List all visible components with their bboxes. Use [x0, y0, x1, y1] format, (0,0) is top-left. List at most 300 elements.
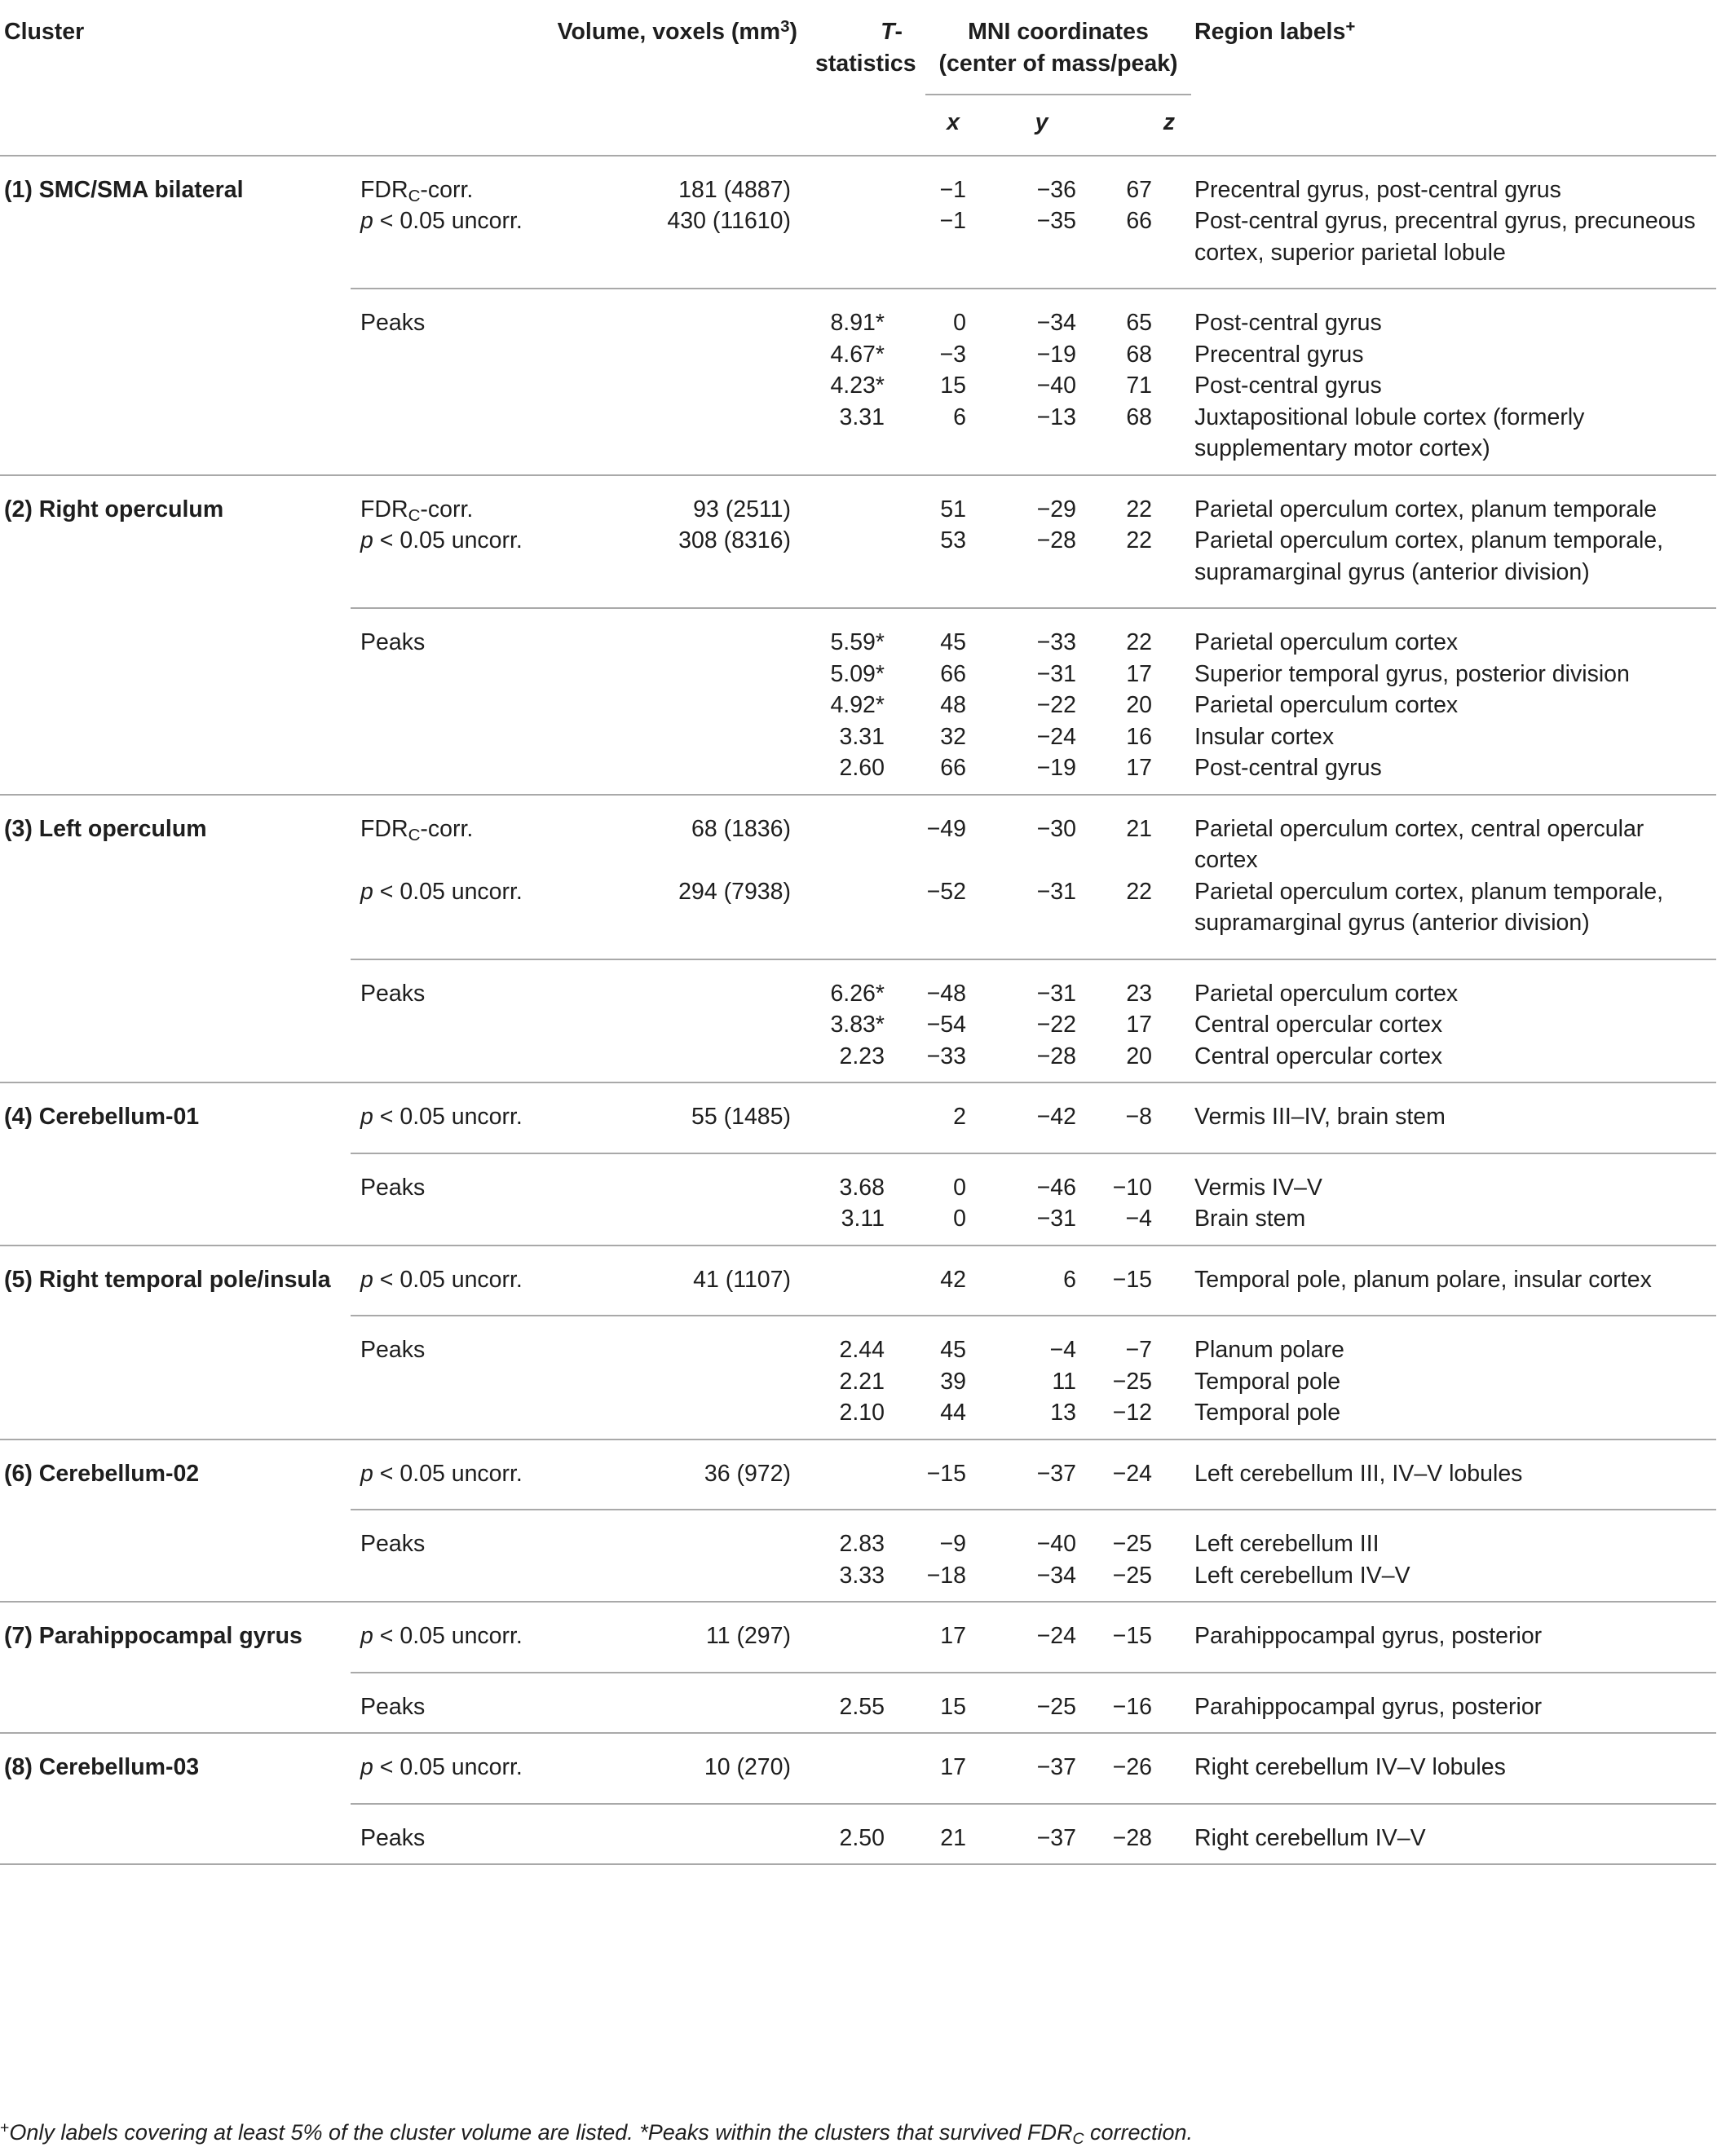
table-row [0, 1602, 1716, 1673]
header-t-statistics: T-statistics [815, 19, 916, 77]
mni-x: −9 [925, 1510, 974, 1560]
mni-z: 16 [1126, 723, 1153, 750]
mni-y: −28 [1036, 1043, 1076, 1069]
region-label: Left cerebellum III, IV–V lobules [1194, 1440, 1716, 1510]
table-row [0, 339, 1716, 371]
t-statistic [815, 205, 925, 289]
cluster-name [0, 1203, 351, 1246]
mni-z: 23 [1084, 959, 1194, 1010]
mni-y: −31 [1036, 660, 1076, 687]
table-row [0, 795, 1716, 876]
label-peaks [351, 339, 542, 371]
table-row [0, 1203, 1716, 1246]
label-uncorrected: p < 0.05 uncorr. [360, 208, 523, 234]
label-peaks [351, 690, 542, 721]
label-peaks [351, 402, 542, 475]
label-peaks: Peaks [351, 608, 542, 659]
region-label: Juxtapositional lobule cortex (formerly supplementary motor cortex) [1194, 403, 1585, 461]
cluster-volume [542, 402, 815, 475]
region-label: Parietal operculum cortex [1194, 692, 1459, 718]
mni-z: 22 [1084, 475, 1194, 526]
label-peaks [351, 1009, 542, 1041]
cluster-name: (1) SMC/SMA bilateral [4, 176, 244, 203]
cluster-volume: 36 (972) [542, 1440, 815, 1510]
mni-x: 66 [940, 755, 966, 781]
mni-z: −25 [1084, 1510, 1194, 1560]
table-row [0, 1246, 1716, 1316]
mni-y: −28 [1036, 527, 1076, 553]
t-statistic [815, 1733, 925, 1804]
label-peaks: Peaks [351, 959, 542, 1010]
cluster-volume [542, 752, 815, 795]
cluster-volume [542, 608, 815, 659]
region-label: Parahippocampal gyrus, posterior [1194, 1673, 1716, 1734]
t-statistic: 2.23 [839, 1043, 885, 1069]
t-statistic: 6.26* [815, 959, 925, 1010]
t-statistic: 2.55 [815, 1673, 925, 1734]
mni-z: 68 [1126, 403, 1153, 430]
mni-y: −46 [974, 1153, 1084, 1204]
mni-y: −22 [1036, 692, 1076, 718]
mni-z: 20 [1126, 692, 1153, 718]
t-statistic: 2.44 [815, 1316, 925, 1366]
label-peaks [351, 659, 542, 690]
header-volume: Volume, voxels $(mm^3)$ [557, 16, 797, 45]
cluster-volume [542, 370, 815, 402]
mni-x: 45 [925, 1316, 974, 1366]
label-fdr-corrected: $FDR_C$-corr. [351, 475, 542, 526]
label-peaks: Peaks [351, 1804, 542, 1865]
region-label: Right cerebellum IV–V lobules [1194, 1733, 1716, 1804]
table-row [0, 608, 1716, 659]
t-statistic: 4.92* [830, 692, 885, 718]
table-row [0, 1316, 1716, 1366]
t-statistic: 4.23* [830, 373, 885, 399]
mni-y: 11 [1052, 1368, 1076, 1395]
mni-x: 53 [940, 527, 966, 553]
mni-y: −24 [974, 1602, 1084, 1673]
table-row [0, 690, 1716, 721]
label-peaks: Peaks [351, 1673, 542, 1734]
mni-z: −12 [1112, 1400, 1153, 1426]
t-statistic: 5.59* [815, 608, 925, 659]
table-row [0, 1804, 1716, 1865]
t-statistic [815, 1082, 925, 1153]
mni-x: 2 [925, 1082, 974, 1153]
mni-y: −37 [974, 1733, 1084, 1804]
region-label: Left cerebellum III [1194, 1510, 1716, 1560]
t-statistic [815, 1602, 925, 1673]
cluster-volume [542, 721, 815, 753]
cluster-volume: 181 (4887) [678, 176, 791, 203]
t-statistic: 3.33 [839, 1562, 885, 1589]
mni-x: 15 [925, 1673, 974, 1734]
header-row-main [0, 5, 1716, 95]
cluster-name [0, 1673, 351, 1734]
table-row [0, 752, 1716, 795]
mni-y: −22 [1036, 1012, 1076, 1038]
region-label: Precentral gyrus [1194, 341, 1364, 368]
cluster-volume [542, 1366, 815, 1398]
t-statistic: 2.60 [839, 755, 885, 781]
mni-y: −37 [974, 1440, 1084, 1510]
label-peaks: Peaks [351, 1510, 542, 1560]
mni-z: 67 [1126, 176, 1153, 203]
region-label: Post-central gyrus [1194, 755, 1382, 781]
mni-y: −13 [1036, 403, 1076, 430]
header-y: y [1035, 109, 1048, 135]
cluster-name [0, 721, 351, 753]
mni-x: −52 [926, 878, 966, 905]
table-row [0, 959, 1716, 1010]
header-region-labels: Region labels+ [1194, 16, 1356, 45]
mni-x: 32 [940, 723, 966, 750]
cluster-volume [542, 659, 815, 690]
cluster-volume: 10 (270) [542, 1733, 815, 1804]
mni-z: −25 [1112, 1368, 1153, 1395]
results-table [0, 5, 1716, 1865]
region-label: Left cerebellum IV–V [1194, 1562, 1410, 1589]
mni-x: 17 [925, 1733, 974, 1804]
mni-z: 71 [1126, 373, 1153, 399]
mni-z: 65 [1084, 289, 1194, 339]
header-z: z [1163, 109, 1176, 135]
table-row [0, 1366, 1716, 1398]
mni-z: 22 [1084, 608, 1194, 659]
mni-y: −25 [974, 1673, 1084, 1734]
cluster-name [0, 690, 351, 721]
region-label: Temporal pole [1194, 1368, 1341, 1395]
label-uncorrected: p < 0.05 uncorr. [351, 1082, 542, 1153]
mni-y: −36 [1036, 176, 1076, 203]
table-row [0, 525, 1716, 608]
mni-z: −7 [1084, 1316, 1194, 1366]
mni-y: −34 [974, 289, 1084, 339]
cluster-volume [542, 959, 815, 1010]
t-statistic: 3.68 [815, 1153, 925, 1204]
cluster-name [0, 876, 351, 959]
t-statistic [815, 876, 925, 959]
cluster-volume [542, 1203, 815, 1246]
cluster-volume: 68 (1836) [542, 795, 815, 876]
t-statistic [815, 1440, 925, 1510]
mni-x: 17 [925, 1602, 974, 1673]
table-row [0, 1041, 1716, 1083]
cluster-name [0, 1009, 351, 1041]
cluster-name [0, 289, 351, 339]
header-mni-coordinates: MNI coordinates (center of mass/peak) [925, 5, 1194, 95]
cluster-volume: 294 (7938) [678, 878, 791, 905]
table-row [0, 1560, 1716, 1603]
label-peaks [351, 1560, 542, 1603]
table-row [0, 876, 1716, 959]
table-footnote: +Only labels covering at least 5% of the cluster volume are listed. *Peaks within the clusters that survived $FDR_C$ correction. [0, 2119, 1194, 2148]
table-row [0, 289, 1716, 339]
cluster-volume [542, 690, 815, 721]
mni-y: −40 [974, 1510, 1084, 1560]
mni-x: −18 [926, 1562, 966, 1589]
cluster-volume: 11 (297) [542, 1602, 815, 1673]
mni-x: −33 [926, 1043, 966, 1069]
t-statistic [815, 475, 925, 526]
cluster-volume [542, 339, 815, 371]
mni-z: 17 [1126, 1012, 1153, 1038]
cluster-name [0, 1397, 351, 1440]
region-label: Post-central gyrus [1194, 289, 1716, 339]
cluster-volume: 430 (11610) [667, 208, 791, 234]
mni-z: −26 [1084, 1733, 1194, 1804]
mni-z: 66 [1126, 208, 1153, 234]
label-uncorrected: p < 0.05 uncorr. [351, 1246, 542, 1316]
table-header [0, 5, 1716, 156]
cluster-name [0, 959, 351, 1010]
cluster-volume [542, 1560, 815, 1603]
region-label: Temporal pole [1194, 1400, 1341, 1426]
table-row [0, 370, 1716, 402]
cluster-name [0, 402, 351, 475]
table-body [0, 156, 1716, 1865]
cluster-volume [542, 1316, 815, 1366]
cluster-volume [542, 1009, 815, 1041]
label-uncorrected: p < 0.05 uncorr. [351, 1440, 542, 1510]
label-uncorrected: p < 0.05 uncorr. [360, 878, 523, 905]
mni-y: 13 [1050, 1400, 1076, 1426]
label-peaks [351, 370, 542, 402]
mni-y: −4 [974, 1316, 1084, 1366]
cluster-volume [542, 289, 815, 339]
t-statistic [815, 156, 925, 206]
t-statistic: 2.21 [839, 1368, 885, 1395]
cluster-volume [542, 1510, 815, 1560]
t-statistic [815, 525, 925, 608]
region-label: Parietal operculum cortex [1194, 959, 1716, 1010]
label-peaks [351, 1041, 542, 1083]
region-label: Brain stem [1194, 1206, 1306, 1232]
t-statistic: 3.31 [839, 403, 885, 430]
mni-x: 48 [940, 692, 966, 718]
t-statistic: 5.09* [830, 660, 885, 687]
cluster-name: (2) Right operculum [0, 475, 351, 526]
region-label: Planum polare [1194, 1316, 1716, 1366]
mni-x: 66 [940, 660, 966, 687]
mni-x: −54 [926, 1012, 966, 1038]
cluster-name [0, 659, 351, 690]
cluster-name: (5) Right temporal pole/insula [0, 1246, 351, 1316]
mni-z: −24 [1084, 1440, 1194, 1510]
table-row [0, 1673, 1716, 1734]
mni-x: 51 [925, 475, 974, 526]
mni-x: −48 [925, 959, 974, 1010]
region-label: Post-central gyrus [1194, 373, 1382, 399]
cluster-name [0, 205, 351, 289]
cluster-name: (7) Parahippocampal gyrus [0, 1602, 351, 1673]
mni-z: 17 [1126, 755, 1153, 781]
mni-y: −40 [1036, 373, 1076, 399]
cluster-volume [542, 1804, 815, 1865]
cluster-name [0, 1366, 351, 1398]
region-label: Parahippocampal gyrus, posterior [1194, 1602, 1716, 1673]
mni-z: 68 [1126, 341, 1153, 368]
table-row [0, 1009, 1716, 1041]
region-label: Temporal pole, planum polare, insular cortex [1194, 1246, 1716, 1316]
cluster-name [0, 1041, 351, 1083]
table-row [0, 475, 1716, 526]
cluster-name: (8) Cerebellum-03 [0, 1733, 351, 1804]
mni-y: −42 [974, 1082, 1084, 1153]
cluster-name [0, 752, 351, 795]
cluster-name: (4) Cerebellum-01 [0, 1082, 351, 1153]
t-statistic: 2.10 [839, 1400, 885, 1426]
cluster-volume: 41 (1107) [542, 1246, 815, 1316]
mni-x: −3 [939, 341, 966, 368]
table-row [0, 659, 1716, 690]
label-peaks [351, 1203, 542, 1246]
label-peaks: Peaks [351, 289, 542, 339]
table-row [0, 402, 1716, 475]
mni-z: 17 [1126, 660, 1153, 687]
mni-z: −25 [1112, 1562, 1153, 1589]
mni-x: −1 [939, 208, 966, 234]
region-label: Vermis III–IV, brain stem [1194, 1082, 1716, 1153]
mni-x: 15 [940, 373, 966, 399]
region-label: Precentral gyrus, post-central gyrus [1194, 176, 1561, 203]
cluster-volume [542, 1673, 815, 1734]
mni-y: 6 [974, 1246, 1084, 1316]
table-row [0, 1397, 1716, 1440]
cluster-name [0, 608, 351, 659]
cluster-name [0, 525, 351, 608]
t-statistic: 3.11 [841, 1206, 885, 1232]
mni-x: 42 [925, 1246, 974, 1316]
label-peaks [351, 752, 542, 795]
table-row [0, 1082, 1716, 1153]
mni-x: 45 [925, 608, 974, 659]
mni-x: −1 [939, 176, 966, 203]
label-fdr-corrected: $FDR_C$-corr. [351, 795, 542, 876]
cluster-name [0, 1804, 351, 1865]
label-peaks [351, 1397, 542, 1440]
mni-y: −33 [974, 608, 1084, 659]
cluster-volume [542, 1041, 815, 1083]
t-statistic: 3.83* [830, 1012, 885, 1038]
table-row [0, 721, 1716, 753]
mni-x: 6 [953, 403, 966, 430]
mni-x: 0 [953, 1206, 966, 1232]
cluster-name [0, 1560, 351, 1603]
table-row [0, 156, 1716, 206]
region-label: Superior temporal gyrus, posterior division [1194, 660, 1630, 687]
table-row [0, 1510, 1716, 1560]
mni-y: −19 [1036, 755, 1076, 781]
mni-z: −4 [1125, 1206, 1153, 1232]
region-label: Parietal operculum cortex [1194, 608, 1716, 659]
region-label: Vermis IV–V [1194, 1153, 1716, 1204]
header-x: x [947, 109, 960, 135]
region-label: Central opercular cortex [1194, 1043, 1443, 1069]
t-statistic [815, 795, 925, 876]
cluster-name [0, 1316, 351, 1366]
mni-y: −37 [974, 1804, 1084, 1865]
region-label: Parietal operculum cortex, planum temporale, supramarginal gyrus (anterior division) [1194, 878, 1664, 936]
label-uncorrected: p < 0.05 uncorr. [351, 1602, 542, 1673]
cluster-name: (6) Cerebellum-02 [0, 1440, 351, 1510]
t-statistic: 3.31 [839, 723, 885, 750]
t-statistic [815, 1246, 925, 1316]
region-label: Parietal operculum cortex, central opercular cortex [1194, 795, 1716, 876]
region-label: Central opercular cortex [1194, 1012, 1443, 1038]
mni-x: 21 [925, 1804, 974, 1865]
mni-x: −49 [925, 795, 974, 876]
cluster-name [0, 339, 351, 371]
label-peaks: Peaks [351, 1153, 542, 1204]
cluster-volume: 55 (1485) [542, 1082, 815, 1153]
mni-x: −15 [925, 1440, 974, 1510]
region-label: Post-central gyrus, precentral gyrus, precuneous cortex, superior parietal lobule [1194, 208, 1696, 266]
cluster-volume: 93 (2511) [542, 475, 815, 526]
label-uncorrected: p < 0.05 uncorr. [351, 1733, 542, 1804]
t-statistic: 8.91* [815, 289, 925, 339]
mni-z: 21 [1084, 795, 1194, 876]
table-row [0, 1733, 1716, 1804]
cluster-name: (3) Left operculum [0, 795, 351, 876]
mni-y: −35 [1036, 208, 1076, 234]
mni-x: 44 [940, 1400, 966, 1426]
region-label: Right cerebellum IV–V [1194, 1804, 1716, 1865]
mni-y: −29 [974, 475, 1084, 526]
mni-x: 39 [940, 1368, 966, 1395]
mni-z: 20 [1126, 1043, 1153, 1069]
mni-z: −28 [1084, 1804, 1194, 1865]
cluster-name [0, 1153, 351, 1204]
table-row [0, 205, 1716, 289]
mni-z: −8 [1084, 1082, 1194, 1153]
label-fdr-corrected: $FDR_C$-corr. [360, 176, 474, 205]
mni-y: −31 [1036, 1206, 1076, 1232]
mni-x: 0 [925, 1153, 974, 1204]
table-row [0, 1153, 1716, 1204]
cluster-name [0, 370, 351, 402]
label-peaks [351, 721, 542, 753]
mni-z: −15 [1084, 1602, 1194, 1673]
mni-z: −15 [1084, 1246, 1194, 1316]
mni-y: −30 [974, 795, 1084, 876]
mni-z: −10 [1084, 1153, 1194, 1204]
cluster-volume: 308 (8316) [678, 527, 791, 553]
mni-y: −19 [1036, 341, 1076, 368]
cluster-name [0, 1510, 351, 1560]
t-statistic: 2.83 [815, 1510, 925, 1560]
mni-y: −24 [1036, 723, 1076, 750]
header-cluster: Cluster [4, 19, 85, 45]
table-row [0, 1440, 1716, 1510]
cluster-volume [542, 1153, 815, 1204]
t-statistic: 2.50 [815, 1804, 925, 1865]
mni-x: 0 [925, 289, 974, 339]
mni-z: 22 [1126, 878, 1153, 905]
mni-z: 22 [1126, 527, 1153, 553]
region-label: Insular cortex [1194, 723, 1335, 750]
region-label: Parietal operculum cortex, planum temporale [1194, 475, 1716, 526]
mni-y: −31 [974, 959, 1084, 1010]
mni-y: −34 [1036, 1562, 1076, 1589]
mni-y: −31 [1036, 878, 1076, 905]
t-statistic: 4.67* [830, 341, 885, 368]
mni-z: −16 [1084, 1673, 1194, 1734]
cluster-volume [542, 1397, 815, 1440]
region-label: Parietal operculum cortex, planum temporale, supramarginal gyrus (anterior division) [1194, 527, 1664, 585]
label-peaks: Peaks [351, 1316, 542, 1366]
label-peaks [351, 1366, 542, 1398]
